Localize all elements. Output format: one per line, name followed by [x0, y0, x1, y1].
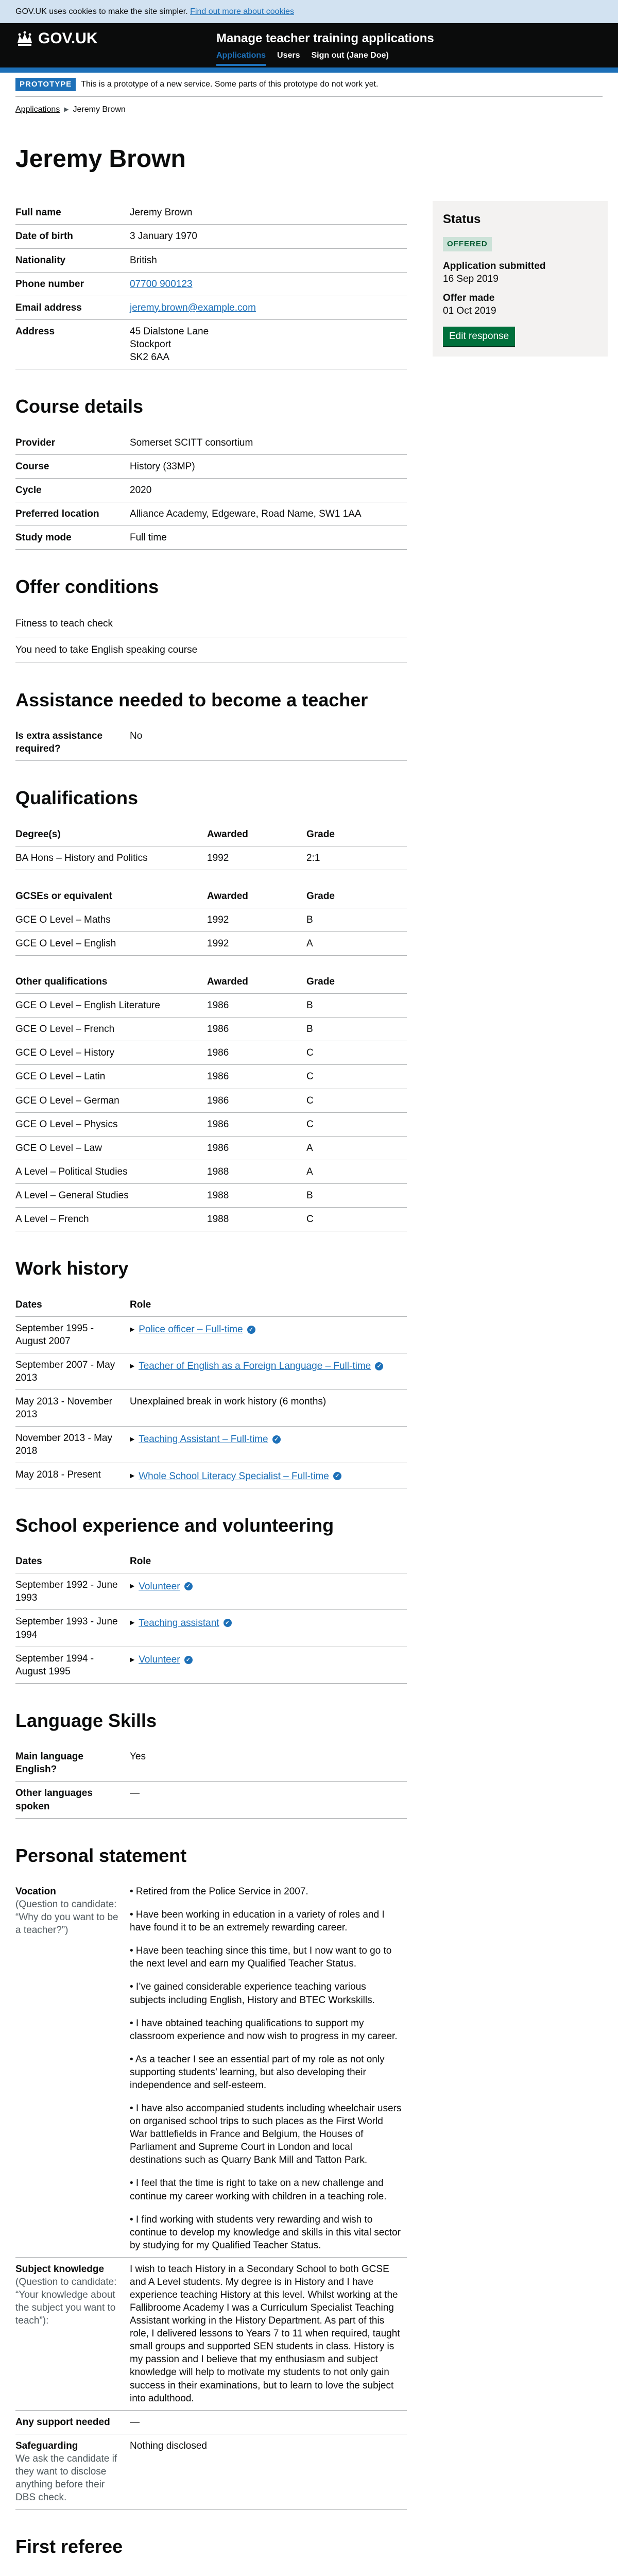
table-row [15, 1573, 407, 1610]
summary-row [15, 526, 407, 549]
table-cell: 1992 [207, 908, 306, 932]
row-value: British [130, 248, 407, 272]
page-title: Jeremy Brown [15, 145, 186, 173]
summary-row [15, 2257, 407, 2410]
column-header: Grade [306, 885, 407, 908]
column-header: Awarded [207, 970, 306, 994]
logo-text: GOV.UK [38, 30, 98, 47]
table-row [15, 1427, 407, 1463]
first-referee-table [15, 2571, 407, 2576]
table-row [15, 1018, 407, 1041]
role-label: Police officer – Full-time [139, 1324, 243, 1335]
column-header: Grade [306, 823, 407, 846]
table-row [15, 994, 407, 1018]
table-row [15, 1160, 407, 1183]
row-value: — [130, 1782, 407, 1818]
role-cell [130, 1316, 407, 1353]
verified-check-icon: ✓ [333, 1472, 341, 1480]
header [0, 23, 618, 73]
row-value: Full time [130, 526, 407, 549]
vocation-point: • I find working with students very rewarding and wish to continue to develop my knowledge and skills in this vital sector by studying for my Qualified Teacher Status. [130, 2214, 401, 2251]
date-range: September 1995 - August 2007 [15, 1316, 130, 1353]
row-label [15, 2434, 130, 2509]
table-row [15, 908, 407, 932]
role-label: Whole School Literacy Specialist – Full-time [139, 1470, 329, 1482]
summary-row [15, 1782, 407, 1818]
row-value: History (33MP) [130, 454, 407, 478]
summary-row [15, 319, 407, 369]
table-cell: C [306, 1041, 407, 1065]
table-cell: A Level – French [15, 1207, 207, 1231]
table-cell: A Level – General Studies [15, 1183, 207, 1207]
column-header: Degree(s) [15, 823, 207, 846]
summary-row [15, 2434, 407, 2509]
row-value: No [130, 724, 407, 761]
support-value: — [130, 2410, 407, 2434]
offer-heading: Offer conditions [15, 575, 159, 597]
summary-row [15, 225, 407, 248]
table-cell: 1986 [207, 1112, 306, 1136]
language-heading: Language Skills [15, 1709, 157, 1731]
role-cell [130, 1573, 407, 1610]
verified-check-icon: ✓ [375, 1362, 383, 1370]
verified-check-icon: ✓ [272, 1435, 281, 1444]
list-item [15, 611, 407, 637]
role-details-toggle[interactable] [130, 1617, 232, 1630]
table-row [15, 1207, 407, 1231]
table-cell: GCE O Level – English Literature [15, 994, 207, 1018]
summary-row [15, 478, 407, 502]
condition-text: You need to take English speaking course [15, 637, 407, 663]
role-label: Volunteer [139, 1581, 180, 1592]
address-value: 45 Dialstone Lane Stockport SK2 6AA [130, 319, 407, 369]
disclosure-triangle-icon: ▶ [130, 1655, 135, 1663]
role-details-toggle[interactable] [130, 1323, 255, 1336]
school-experience-table [15, 1550, 407, 1684]
nav-sign-out[interactable]: Sign out (Jane Doe) [311, 51, 389, 60]
table-cell: 1986 [207, 994, 306, 1018]
offer-made-label: Offer made [443, 293, 495, 303]
row-value [130, 1880, 407, 2257]
table-cell: 1992 [207, 932, 306, 956]
edit-response-button[interactable]: Edit response [443, 327, 515, 346]
table-header-row [15, 1550, 407, 1573]
work-history-heading: Work history [15, 1258, 129, 1279]
vocation-point: • I feel that the time is right to take on a new challenge and continue my career working with children in a teaching role. [130, 2178, 387, 2202]
summary-row [15, 296, 407, 319]
status-panel [433, 201, 608, 357]
row-label: Full name [15, 201, 130, 225]
disclosure-triangle-icon: ▶ [130, 1325, 135, 1333]
vocation-point: • I have obtained teaching qualifications to support my classroom experience and now wish to progress in my career. [130, 2018, 398, 2042]
row-label: Nationality [15, 248, 130, 272]
table-cell: 1986 [207, 1065, 306, 1089]
personal-statement-table [15, 1880, 407, 2510]
role-cell [130, 1427, 407, 1463]
subject-question: (Question to candidate: “Your knowledge about the subject you want to teach”): [15, 2276, 117, 2327]
disclosure-triangle-icon: ▶ [130, 1619, 135, 1626]
table-header-row [15, 823, 407, 846]
table-row [15, 1353, 407, 1389]
table-cell: C [306, 1207, 407, 1231]
table-cell: 1986 [207, 1089, 306, 1112]
disclosure-triangle-icon: ▶ [130, 1362, 135, 1369]
crown-icon [15, 30, 34, 47]
verified-check-icon: ✓ [247, 1326, 255, 1334]
table-cell: C [306, 1089, 407, 1112]
table-header-row [15, 970, 407, 994]
row-label: Main language English? [15, 1745, 130, 1782]
role-details-toggle[interactable] [130, 1580, 193, 1593]
table-cell: A Level – Political Studies [15, 1160, 207, 1183]
role-cell [130, 1389, 407, 1426]
date-range: May 2013 - November 2013 [15, 1389, 130, 1426]
school-experience-heading: School experience and volunteering [15, 1514, 334, 1536]
summary-row [15, 454, 407, 478]
row-value: 3 January 1970 [130, 225, 407, 248]
vocation-point: • Retired from the Police Service in 2007. [130, 1886, 308, 1897]
date-range: September 2007 - May 2013 [15, 1353, 130, 1389]
table-cell: 1992 [207, 846, 306, 870]
personal-details-table [15, 201, 407, 369]
table-row [15, 1136, 407, 1160]
vocation-point: • I’ve gained considerable experience teaching various subjects including English, History and BTEC Workskills. [130, 1981, 375, 2006]
table-cell: 1988 [207, 1160, 306, 1183]
role-cell [130, 1610, 407, 1647]
course-table [15, 431, 407, 550]
other-qualifications-table [15, 970, 407, 1231]
chevron-right-icon: ▶ [64, 105, 69, 113]
row-label: Other languages spoken [15, 1782, 130, 1818]
summary-row [15, 1880, 407, 2257]
verified-check-icon: ✓ [184, 1582, 193, 1590]
row-label: Date of birth [15, 225, 130, 248]
role-details-toggle[interactable] [130, 1653, 193, 1666]
date-range: November 2013 - May 2018 [15, 1427, 130, 1463]
row-label [15, 1880, 130, 2257]
row-label: Course [15, 454, 130, 478]
vocation-question: (Question to candidate: “Why do you want to be a teacher?”) [15, 1899, 118, 1936]
row-value: Yes [130, 1745, 407, 1782]
table-row [15, 1389, 407, 1426]
table-cell: GCE O Level – Law [15, 1136, 207, 1160]
disclosure-triangle-icon: ▶ [130, 1435, 135, 1443]
row-label: Phone number [15, 272, 130, 296]
prototype-tag: PROTOTYPE [15, 78, 76, 91]
role-cell [130, 1463, 407, 1488]
course-heading: Course details [15, 396, 144, 417]
table-cell: 1986 [207, 1041, 306, 1065]
degrees-table [15, 823, 407, 870]
row-label: Is extra assistance required? [15, 724, 130, 761]
role-label: Teacher of English as a Foreign Language – Full-time [139, 1361, 371, 1372]
breadcrumb-applications[interactable]: Applications [15, 105, 60, 114]
table-cell: GCE O Level – English [15, 932, 207, 956]
role-label: Teaching assistant [139, 1617, 219, 1629]
summary-row [15, 724, 407, 761]
disclosure-triangle-icon: ▶ [130, 1582, 135, 1590]
row-label: Provider [15, 431, 130, 455]
personal-statement-heading: Personal statement [15, 1844, 187, 1866]
row-label: Study mode [15, 526, 130, 549]
service-name[interactable]: Manage teacher training applications [216, 31, 434, 46]
header-nav [216, 50, 389, 66]
row-label: Address [15, 319, 130, 369]
table-cell: 1986 [207, 1136, 306, 1160]
table-cell: B [306, 1183, 407, 1207]
table-row [15, 1316, 407, 1353]
table-row [15, 1065, 407, 1089]
phase-banner [15, 73, 603, 97]
submitted-label: Application submitted [443, 260, 546, 272]
safeguarding-label: Safeguarding [15, 2440, 78, 2451]
role-cell [130, 1353, 407, 1389]
vocation-point: • I have also accompanied students including wheelchair users on organised school trips to such places as the First World War battlefields in France and Belgium, the Houses of Parliament and Supreme Court in London and local destinations such as Quarry Bank Mill and Tatton Park. [130, 2103, 402, 2166]
phase-text: This is a prototype of a new service. Some parts of this prototype do not work yet. [81, 80, 379, 89]
table-cell: 1988 [207, 1207, 306, 1231]
support-label: Any support needed [15, 2410, 130, 2434]
table-row [15, 1647, 407, 1683]
table-cell: GCE O Level – History [15, 1041, 207, 1065]
row-value: 2020 [130, 478, 407, 502]
summary-row [15, 248, 407, 272]
table-cell: A [306, 1136, 407, 1160]
row-label: Email address [15, 296, 130, 319]
table-row [15, 1089, 407, 1112]
date-range: September 1992 - June 1993 [15, 1573, 130, 1610]
breadcrumb-current: Jeremy Brown [73, 105, 126, 114]
table-cell: GCE O Level – Latin [15, 1065, 207, 1089]
role-label: Unexplained break in work history (6 months) [130, 1396, 327, 1407]
table-header-row [15, 1293, 407, 1317]
column-header: Grade [306, 970, 407, 994]
subject-label: Subject knowledge [15, 2263, 105, 2275]
vocation-point: • Have been teaching since this time, but I now want to go to the next level and earn my Qualified Teacher Status. [130, 1945, 392, 1970]
condition-text: Fitness to teach check [15, 611, 407, 637]
row-value [130, 2571, 407, 2576]
nav-applications[interactable]: Applications [216, 50, 266, 66]
column-header: GCSEs or equivalent [15, 885, 207, 908]
summary-row [15, 2571, 407, 2576]
verified-check-icon: ✓ [224, 1619, 232, 1627]
verified-check-icon: ✓ [184, 1656, 193, 1664]
role-label: Teaching Assistant – Full-time [139, 1434, 268, 1445]
date-range: May 2018 - Present [15, 1463, 130, 1488]
row-label [15, 2257, 130, 2410]
disclosure-triangle-icon: ▶ [130, 1472, 135, 1480]
offer-conditions-list [15, 611, 407, 663]
summary-row [15, 431, 407, 455]
table-cell: B [306, 908, 407, 932]
role-details-toggle[interactable] [130, 1433, 281, 1446]
summary-row [15, 2410, 407, 2434]
summary-row [15, 1745, 407, 1782]
column-header: Other qualifications [15, 970, 207, 994]
date-range: September 1994 - August 1995 [15, 1647, 130, 1683]
table-cell: C [306, 1065, 407, 1089]
row-label: Cycle [15, 478, 130, 502]
nav-users[interactable]: Users [277, 51, 300, 60]
table-cell: A [306, 932, 407, 956]
role-cell [130, 1647, 407, 1683]
row-label: Preferred location [15, 502, 130, 526]
table-row [15, 1463, 407, 1488]
gcses-table [15, 885, 407, 956]
breadcrumb [15, 97, 603, 120]
table-row [15, 1183, 407, 1207]
main-content [15, 97, 603, 2576]
date-range: September 1993 - June 1994 [15, 1610, 130, 1647]
summary-row [15, 272, 407, 296]
table-row [15, 1610, 407, 1647]
role-details-toggle[interactable] [130, 1360, 383, 1372]
role-label: Volunteer [139, 1654, 180, 1665]
table-cell: GCE O Level – German [15, 1089, 207, 1112]
assistance-heading: Assistance needed to become a teacher [15, 689, 368, 710]
submitted-value: 16 Sep 2019 [443, 273, 499, 284]
status-badge: OFFERED [443, 237, 492, 251]
column-header: Dates [15, 1550, 130, 1573]
phone-link[interactable]: 07700 900123 [130, 278, 193, 290]
work-history-table [15, 1293, 407, 1488]
table-cell: GCE O Level – Maths [15, 908, 207, 932]
first-referee-heading: First referee [15, 2536, 123, 2557]
table-cell: A [306, 1160, 407, 1183]
safeguarding-value: Nothing disclosed [130, 2434, 407, 2509]
offer-made-value: 01 Oct 2019 [443, 306, 496, 317]
vocation-points [130, 1885, 402, 2252]
qualifications-heading: Qualifications [15, 787, 139, 809]
vocation-point: • Have been working in education in a variety of roles and I have found it to be an extremely rewarding career. [130, 1909, 385, 1934]
language-table [15, 1745, 407, 1818]
table-row [15, 932, 407, 956]
column-header: Role [130, 1293, 407, 1317]
row-value: Somerset SCITT consortium [130, 431, 407, 455]
table-cell: 1988 [207, 1183, 306, 1207]
column-header: Awarded [207, 823, 306, 846]
row-label [15, 2571, 130, 2576]
table-cell: GCE O Level – French [15, 1018, 207, 1041]
list-item [15, 637, 407, 663]
column-header: Awarded [207, 885, 306, 908]
vocation-point: • As a teacher I see an essential part of my role as not only supporting students’ learning, but also developing their independence and self-esteem. [130, 2054, 385, 2091]
row-value: Alliance Academy, Edgeware, Road Name, SW1 1AA [130, 502, 407, 526]
row-value: Jeremy Brown [130, 201, 407, 225]
cookie-link[interactable]: Find out more about cookies [190, 7, 295, 16]
column-header: Dates [15, 1293, 130, 1317]
column-header: Role [130, 1550, 407, 1573]
status-heading: Status [443, 212, 481, 227]
table-row [15, 1112, 407, 1136]
vocation-label: Vocation [15, 1886, 56, 1897]
table-cell: B [306, 994, 407, 1018]
table-row [15, 846, 407, 870]
table-cell: BA Hons – History and Politics [15, 846, 207, 870]
table-row [15, 1041, 407, 1065]
table-cell: B [306, 1018, 407, 1041]
summary-row [15, 201, 407, 225]
table-cell: GCE O Level – Physics [15, 1112, 207, 1136]
email-link[interactable]: jeremy.brown@example.com [130, 302, 256, 313]
cookie-banner [0, 0, 618, 23]
table-cell: 1986 [207, 1018, 306, 1041]
role-details-toggle[interactable] [130, 1470, 341, 1483]
table-cell: 2:1 [306, 846, 407, 870]
assistance-table [15, 724, 407, 761]
table-header-row [15, 885, 407, 908]
table-cell: C [306, 1112, 407, 1136]
cookie-text: GOV.UK uses cookies to make the site simpler. [15, 7, 188, 16]
govuk-logo[interactable] [15, 28, 98, 49]
summary-row [15, 502, 407, 526]
safeguarding-question: We ask the candidate if they want to disclose anything before their DBS check. [15, 2453, 117, 2503]
subject-text: I wish to teach History in a Secondary School to both GCSE and A Level students. My degree is in History and I have experience teaching History at this level. Whilst working at the Fallibroome Academy I was a Curriculum Specialist Teaching Assistant working in the History Department. As part of this role, I delivered lessons to Years 7 to 11 when required, taught small groups and supported SEN students in class. History is my passion and I believe that my enthusiasm and subject knowledge will help to motivate my students to not only gain success in their examinations, but to learn to love the subject into adulthood. [130, 2257, 407, 2410]
